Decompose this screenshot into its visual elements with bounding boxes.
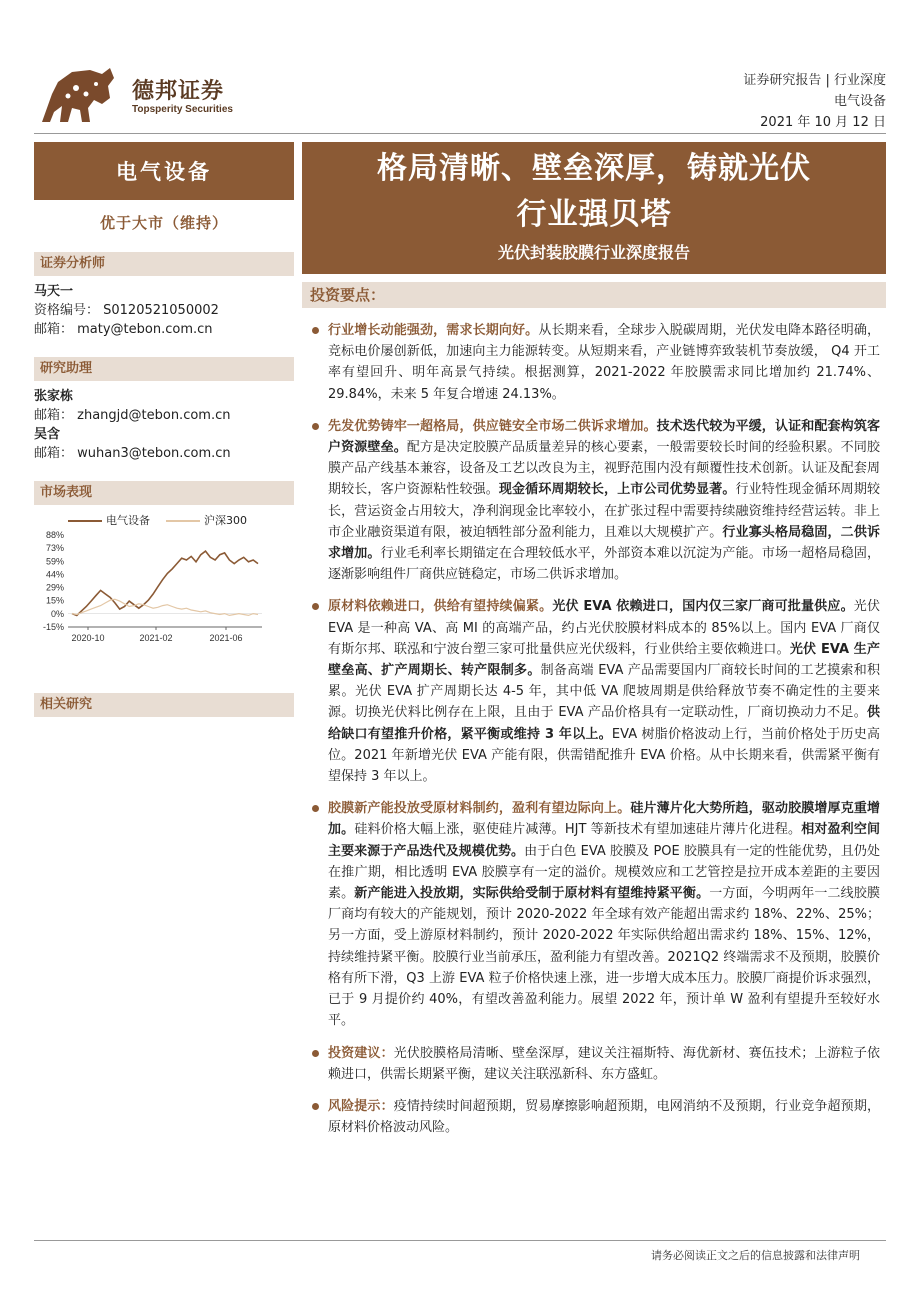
y-tick-label: 88% (45, 530, 64, 540)
market-chart (34, 511, 294, 649)
rating: 优于大市（维持） (99, 213, 228, 232)
analyst-email[interactable]: 邮箱： maty@tebon.com.cn (34, 322, 213, 337)
y-tick-label: -15% (42, 622, 64, 632)
report-body (312, 320, 880, 1149)
assistant1-name: 张家栋 (34, 389, 74, 404)
bullet-icon (312, 423, 319, 430)
y-tick-label: 59% (45, 556, 64, 567)
footer-disclaimer: 请务必阅读正文之后的信息披露和法律声明 (651, 1249, 860, 1262)
assistant-section-head: 研究助理 (34, 357, 294, 381)
header-divider (34, 133, 886, 134)
y-tick-label: 73% (45, 543, 64, 554)
x-tick-label: 2021-02 (139, 633, 173, 643)
point-raw-material: 原材料依赖进口，供给有望持续偏紧。光伏 EVA 依赖进口，国内仅三家厂商可批量供应。光伏 EVA 是一种高 VA、高 MI 的高端产品，约占光伏胶膜材料成本的 85%以上。国内 EVA 厂商仅有斯尔邦、联泓和宁波台塑三家可批量供应光伏级料，行业供给主要依赖进口。光伏 EVA 生产壁垒高、扩产周期长、转产限制多。制备高端 EVA 产品需要国内厂商较长时间的工艺摸索和积累。光伏 EVA 扩产周期长达 4-5 年，其中低 VA 爬坡周期是供给释放节奏不确定性的主要来源。切换光伏料比例存在上限，且由于 EVA 产品价格具有一定联动性，厂商切换动力不足。供给缺口有望推升价格，紧平衡或维持 3 年以上。EVA 树脂价格波动上行，当前价格处于历史高位。2021 年新增光伏 EVA 产能有限，供需错配推升 EVA 价格。从中长期来看，供需紧平衡有望保持 3 年以上。 (312, 596, 880, 787)
market-section-head: 市场表现 (34, 481, 294, 505)
point-capacity: 胶膜新产能投放受原材料制约，盈利有望边际向上。硅片薄片化大势所趋，驱动胶膜增厚克重增加。硅料价格大幅上涨，驱使硅片减薄。HJT 等新技术有望加速硅片薄片化进程。相对盈利空间主要来源于产品迭代及规模优势。由于白色 EVA 胶膜及 POE 胶膜具有一定的性能优势，且仍处在推广期，相比透明 EVA 胶膜享有一定的溢价。规模效应和工艺管控是拉开成本差距的主要因素。新产能进入投放期，实际供给受制于原材料有望维持紧平衡。一方面，今明两年一二线胶膜厂商均有较大的产能规划，预计 2020-2022 年全球有效产能超出需求约 18%、22%、25%；另一方面，受上游原材料制约，预计 2020-2022 年实际供给超出需求约 18%、15%、12%，持续维持紧平衡。胶膜行业当前承压，盈利能力有望改善。2021Q2 终端需求不及预期，胶膜价格有所下滑，Q3 上游 EVA 粒子价格快速上涨，进一步增大成本压力。胶膜厂商提价诉求强烈，已于 9 月提价约 40%，有望改善盈利能力。展望 2022 年，预计单 W 盈利有望提升至较好水平。 (312, 798, 880, 1031)
legend-item-index: 沪深300 (166, 512, 247, 528)
analyst-section-head: 证券分析师 (34, 252, 294, 276)
bullet-icon (312, 603, 319, 610)
report-type: 证券研究报告 | 行业深度 (743, 73, 886, 88)
sidebar (34, 142, 294, 717)
header-sector: 电气设备 (833, 94, 886, 109)
y-tick-label: 15% (45, 595, 64, 606)
legend-item-sector: 电气设备 (68, 512, 150, 528)
y-tick-label: 0% (50, 608, 64, 619)
analyst-cert: 资格编号： S0120521050002 (34, 303, 219, 318)
bullet-icon (312, 1050, 319, 1057)
analyst-name: 马天一 (34, 284, 74, 299)
bullet-icon (312, 1103, 319, 1110)
brand-name-cn: 德邦证券 (132, 79, 225, 104)
performance-chart (34, 529, 294, 647)
point-risk: 风险提示：疫情持续时间超预期，贸易摩擦影响超预期，电网消纳不及预期，行业竞争超预期，原材料价格波动风险。 (312, 1096, 880, 1138)
investment-points-head: 投资要点： (302, 282, 886, 308)
brand-logo (38, 64, 238, 134)
brand-name-en: Topsperity Securities (132, 104, 233, 115)
y-tick-label: 29% (45, 582, 64, 593)
series-line-index (72, 599, 258, 615)
title-banner (302, 142, 886, 274)
header-meta (743, 70, 886, 133)
chart-legend (34, 511, 294, 529)
brand-emblem-icon (38, 64, 118, 128)
assistant-info (34, 387, 294, 463)
report-title-line2: 行业强贝塔 (516, 197, 672, 232)
point-competition: 先发优势铸牢一超格局，供应链安全市场二供诉求增加。技术迭代较为平缓，认证和配套构筑客户资源壁垒。配方是决定胶膜产品质量差异的核心要素，一般需要较长时间的经验积累。不同胶膜产品产线基本兼容，设备及工艺以改良为主，视野范围内没有颠覆性技术创新。认证及配套周期较长，客户资源粘性较强。现金循环周期较长，上市公司优势显著。行业特性现金循环周期较长，营运资金占用较大，净利润现金比率较小，在扩张过程中需要持续融资维持经营运转。非上市企业融资渠道有限，被迫牺牲部分盈利能力，且难以大规模扩产。行业寡头格局稳固，二供诉求增加。行业毛利率长期锚定在合理较低水平，外部资本难以沉淀为产能。市场一超格局稳固，逐渐影响组件厂商供应链稳定，市场二供诉求增加。 (312, 416, 880, 586)
related-section-head: 相关研究 (34, 693, 294, 717)
x-tick-label: 2020-10 (71, 633, 105, 643)
assistant2-name: 吴含 (34, 427, 61, 442)
bullet-icon (312, 805, 319, 812)
analyst-info (34, 282, 294, 339)
y-tick-label: 44% (45, 569, 64, 580)
sector-label: 电气设备 (34, 142, 294, 200)
report-title-line1: 格局清晰、壁垒深厚，铸就光伏 (377, 151, 811, 186)
report-subtitle: 光伏封装胶膜行业深度报告 (497, 243, 690, 262)
x-tick-label: 2021-06 (209, 633, 243, 643)
point-investment-advice: 投资建议：光伏胶膜格局清晰、壁垒深厚，建议关注福斯特、海优新材、赛伍技术；上游粒子依赖进口，供需长期紧平衡，建议关注联泓新科、东方盛虹。 (312, 1043, 880, 1085)
assistant2-email[interactable]: 邮箱： wuhan3@tebon.com.cn (34, 446, 231, 461)
bullet-icon (312, 327, 319, 334)
point-demand: 行业增长动能强劲，需求长期向好。从长期来看，全球步入脱碳周期，光伏发电降本路径明确，竞标电价屡创新低，加速向主力能源转变。从短期来看，产业链博弈致装机节奏放缓， Q4 开工率有望回升、明年高景气持续。根据测算，2021-2022 年胶膜需求同比增加约 21.74%、29.84%，未来 5 年复合增速 24.13%。 (312, 320, 880, 405)
assistant1-email[interactable]: 邮箱： zhangjd@tebon.com.cn (34, 408, 231, 423)
report-date: 2021 年 10 月 12 日 (760, 115, 886, 130)
footer-divider (34, 1240, 886, 1241)
report-title (302, 142, 886, 238)
